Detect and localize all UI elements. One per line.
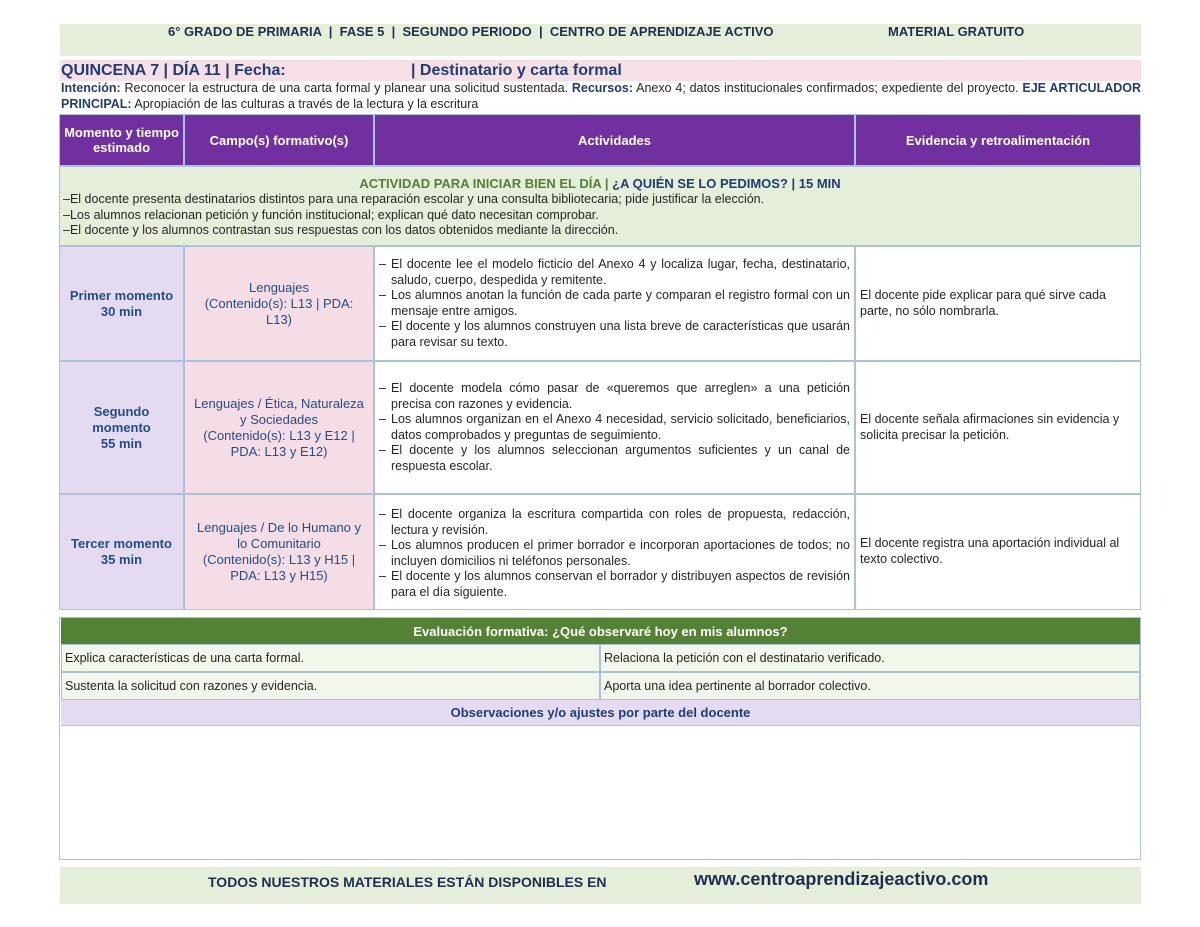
evidence-cell: El docente señala afirmaciones sin evidencia y solicita precisar la petición.	[855, 361, 1141, 494]
session-topic: | Destinatario y carta formal	[411, 62, 622, 79]
list-item: – El docente lee el modelo ficticio del Anexo 4 y localiza lugar, fecha, destinatario, saludo, cuerpo, despedida y remitente.	[379, 257, 850, 288]
observations-title: Observaciones y/o ajustes por parte del docente	[61, 700, 1140, 726]
moment-cell	[59, 246, 184, 361]
list-item: – El docente y los alumnos construyen una lista breve de características que usarán para revisar su texto.	[379, 319, 850, 350]
resources-text: Anexo 4; datos institucionales confirmados; expediente del proyecto.	[633, 81, 1023, 95]
start-activity-cell	[59, 166, 1141, 246]
session-title: QUINCENA 7 | DÍA 11 | Fecha:	[61, 62, 286, 79]
header-activities: Actividades	[374, 114, 855, 166]
moment-cell	[59, 361, 184, 494]
moment-time: 55 min	[100, 435, 143, 451]
footer-text: TODOS NUESTROS MATERIALES ESTÁN DISPONIBLES EN	[208, 874, 607, 890]
list-item: – Los alumnos anotan la función de cada parte y comparan el registro formal con un mensaje entre amigos.	[379, 288, 850, 319]
intention-text: Reconocer la estructura de una carta formal y planear una solicitud sustentada.	[120, 81, 572, 95]
header-info: 6° GRADO DE PRIMARIA | FASE 5 | SEGUNDO PERIODO | CENTRO DE APRENDIZAJE ACTIVO	[168, 24, 774, 39]
footer-website-link[interactable]: www.centroaprendizajeactivo.com	[694, 869, 989, 889]
campo-name: Lenguajes / Ética, Naturaleza y Sociedades	[194, 395, 364, 427]
campo-cell	[184, 494, 374, 610]
activities-cell	[374, 246, 855, 361]
list-item: – El docente organiza la escritura compartida con roles de propuesta, redacción, lectura y revisión.	[379, 507, 850, 538]
observations-area[interactable]	[61, 727, 1140, 859]
campo-name: Lenguajes / De lo Humano y lo Comunitario	[196, 520, 362, 551]
evidence-cell: El docente registra una aportación individual al texto colectivo.	[855, 494, 1141, 610]
campo-cell	[184, 361, 374, 494]
header-evidence: Evidencia y retroalimentación	[855, 114, 1141, 166]
header-campo: Campo(s) formativo(s)	[184, 114, 374, 166]
moment-time: 35 min	[100, 552, 143, 567]
start-title-blue: ¿A QUIÉN SE LO PEDIMOS? | 15 MIN	[612, 176, 841, 191]
moment-name: Primer momento	[69, 287, 174, 303]
start-activity-title	[60, 176, 1140, 192]
list-item: – Los alumnos producen el primer borrador e incorporan aportaciones de todos; no incluyen domicilios ni teléfonos personales.	[379, 538, 850, 569]
list-item: – El docente y los alumnos contrastan sus respuestas con los datos obtenidos mediante la dirección.	[63, 223, 764, 239]
moment-time: 30 min	[100, 303, 143, 319]
campo-cell	[184, 246, 374, 361]
campo-content: (Contenido(s): L13 | PDA: L13)	[204, 295, 354, 327]
evidence-cell: El docente pide explicar para qué sirve cada parte, no sólo nombrarla.	[855, 246, 1141, 361]
start-title-green: ACTIVIDAD PARA INICIAR BIEN EL DÍA |	[359, 176, 613, 191]
resources-label: Recursos:	[571, 81, 633, 95]
list-item: – Los alumnos organizan en el Anexo 4 necesidad, servicio solicitado, beneficiarios, datos comprobados y preguntas de seguimiento.	[379, 412, 850, 443]
campo-content: (Contenido(s): L13 y E12 | PDA: L13 y E12)	[203, 427, 355, 459]
campo-name: Lenguajes	[249, 279, 309, 295]
evaluation-item: Explica características de una carta formal.	[61, 644, 600, 672]
axis-label: EJE ARTICULADOR PRINCIPAL:	[61, 81, 1142, 111]
planning-table	[59, 114, 1141, 610]
evaluation-item: Sustenta la solicitud con razones y evidencia.	[61, 672, 600, 700]
evaluation-title: Evaluación formativa: ¿Qué observaré hoy en mis alumnos?	[61, 618, 1140, 644]
header-moment: Momento y tiempo estimado	[59, 114, 184, 166]
list-item: – El docente modela cómo pasar de «queremos que arreglen» a una petición precisa con razones y evidencia.	[379, 381, 850, 412]
intention-paragraph	[61, 80, 1141, 112]
activities-cell	[374, 494, 855, 610]
moment-name: Tercer momento	[71, 536, 172, 551]
header-free-label: MATERIAL GRATUITO	[888, 24, 1025, 39]
start-activity-list	[63, 192, 764, 239]
list-item: – El docente presenta destinatarios distintos para una reparación escolar y una consulta bibliotecaria; pide justificar la elección.	[63, 192, 764, 208]
evaluation-item: Relaciona la petición con el destinatario verificado.	[600, 644, 1140, 672]
intention-label: Intención:	[61, 81, 121, 95]
list-item: – El docente y los alumnos seleccionan argumentos suficientes y un canal de respuesta escolar.	[379, 443, 850, 474]
activities-cell	[374, 361, 855, 494]
moment-name: Segundo momento	[92, 403, 151, 435]
campo-content: (Contenido(s): L13 y H15 | PDA: L13 y H15)	[202, 552, 356, 583]
list-item: – El docente y los alumnos conservan el borrador y distribuyen aspectos de revisión para el día siguiente.	[379, 569, 850, 600]
moment-cell	[59, 494, 184, 610]
evaluation-item: Aporta una idea pertinente al borrador colectivo.	[600, 672, 1140, 700]
axis-text: Apropiación de las culturas a través de la lectura y la escritura	[131, 97, 479, 111]
list-item: – Los alumnos relacionan petición y función institucional; explican qué dato necesitan comprobar.	[63, 208, 764, 224]
